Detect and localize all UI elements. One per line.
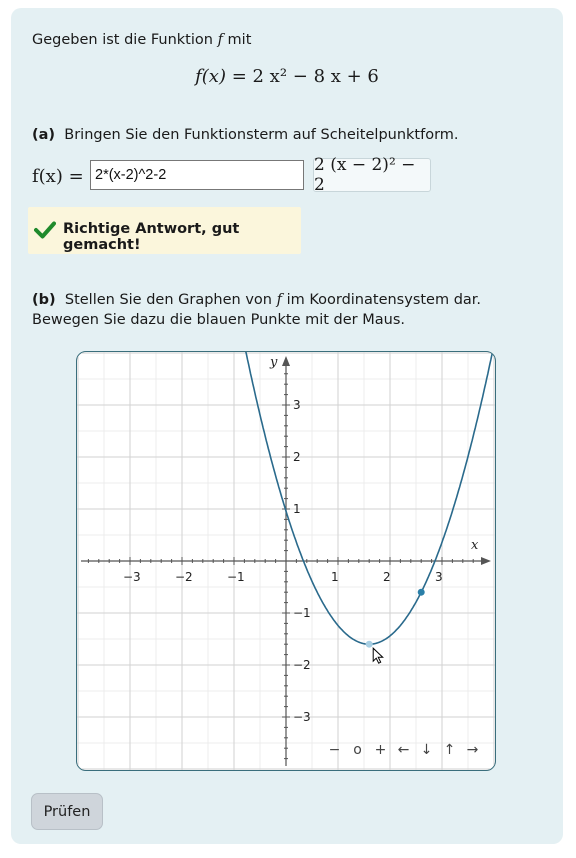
y-tick-label: 1	[293, 502, 301, 516]
coordinate-system[interactable]	[76, 351, 496, 771]
arrow-left-icon[interactable]: ←	[397, 742, 410, 758]
x-axis-arrow	[481, 557, 491, 565]
y-tick-label: 3	[293, 398, 301, 412]
zoom-in-icon[interactable]: +	[374, 742, 387, 758]
y-tick-label: −2	[293, 658, 311, 672]
mouse-cursor-icon	[373, 648, 383, 663]
part-a-prompt: (a) Bringen Sie den Funktionsterm auf Scheitelpunktform.	[32, 127, 459, 143]
x-tick-label: 2	[383, 570, 391, 584]
graph-canvas[interactable]	[77, 352, 495, 770]
check-button[interactable]: Prüfen	[31, 793, 103, 830]
arrow-up-icon[interactable]: ↑	[443, 742, 456, 758]
answer-prefix: f(x) =	[32, 166, 84, 187]
x-tick-label: −3	[123, 570, 141, 584]
graph-controls	[323, 742, 484, 758]
checkmark-icon	[34, 219, 56, 241]
answer-input[interactable]	[90, 160, 304, 190]
x-tick-label: 3	[435, 570, 443, 584]
part-b-prompt: (b) Stellen Sie den Graphen von f im Koordinatensystem dar. Bewegen Sie dazu die blauen Punkte mit der Maus.	[32, 292, 482, 328]
y-axis-arrow	[282, 356, 290, 366]
y-tick-label: −3	[293, 710, 311, 724]
feedback-box	[28, 207, 301, 254]
y-tick-label: 2	[293, 450, 301, 464]
x-tick-label: −1	[227, 570, 245, 584]
x-tick-label: 1	[331, 570, 339, 584]
y-tick-label: −1	[293, 606, 311, 620]
answer-preview: 2 (x − 2)² − 2	[313, 158, 431, 192]
shape-point[interactable]	[418, 589, 425, 596]
function-formula: f(x) = 2 x² − 8 x + 6	[195, 66, 379, 87]
intro-text: Gegeben ist die Funktion f mit	[32, 32, 252, 48]
vertex-point[interactable]	[366, 641, 373, 648]
feedback-text: Richtige Antwort, gut gemacht!	[63, 221, 240, 253]
zoom-out-icon[interactable]: −	[328, 742, 341, 758]
x-axis-label: x	[471, 538, 479, 553]
task-card	[11, 8, 563, 844]
x-tick-label: −2	[175, 570, 193, 584]
reset-view-icon[interactable]: o	[353, 742, 362, 758]
y-axis-label: y	[270, 355, 278, 370]
arrow-right-icon[interactable]: →	[466, 742, 479, 758]
arrow-down-icon[interactable]: ↓	[420, 742, 433, 758]
function-graph	[242, 352, 495, 644]
